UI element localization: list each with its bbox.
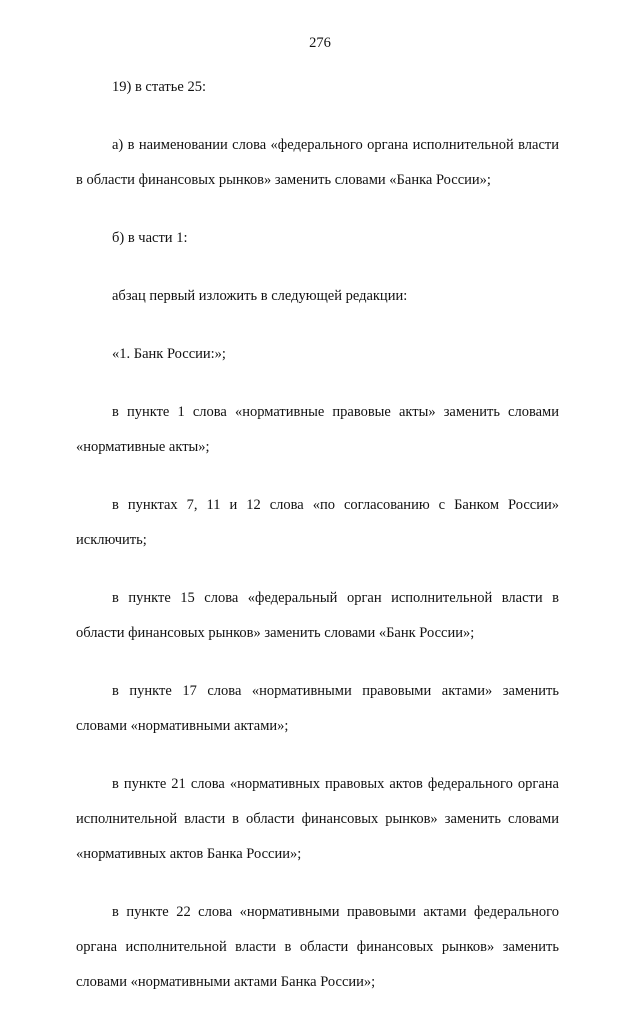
- paragraph-item-b: б) в части 1:: [112, 230, 188, 246]
- paragraph-article-25: 19) в статье 25:: [112, 79, 206, 95]
- paragraph-new-wording: «1. Банк России:»;: [112, 346, 226, 362]
- paragraph-punkty-7-11-12: в пунктах 7, 11 и 12 слова «по согласованию с Банком России» исключить;: [76, 497, 559, 548]
- paragraph-item-a: а) в наименовании слова «федерального органа исполнительной власти в области финансовых рынков» заменить словами «Банка России»;: [76, 137, 559, 188]
- paragraph-punkt-22: в пункте 22 слова «нормативными правовыми актами федерального органа исполнительной власти в области финансовых рынков» заменить словами «нормативными актами Банка России»;: [76, 904, 559, 990]
- paragraph-punkt-17: в пункте 17 слова «нормативными правовыми актами» заменить словами «нормативными актами»;: [76, 683, 559, 734]
- paragraph-punkt-1: в пункте 1 слова «нормативные правовые акты» заменить словами «нормативные акты»;: [76, 404, 559, 455]
- paragraph-punkt-15: в пункте 15 слова «федеральный орган исполнительной власти в области финансовых рынков» заменить словами «Банк России»;: [76, 590, 559, 641]
- paragraph-punkt-21: в пункте 21 слова «нормативных правовых актов федерального органа исполнительной власти в области финансовых рынков» заменить словами «нормативных актов Банка России»;: [76, 776, 559, 862]
- paragraph-first-abzac: абзац первый изложить в следующей редакции:: [112, 288, 408, 304]
- page-number: 276: [309, 35, 331, 51]
- document-body: [76, 70, 559, 1023]
